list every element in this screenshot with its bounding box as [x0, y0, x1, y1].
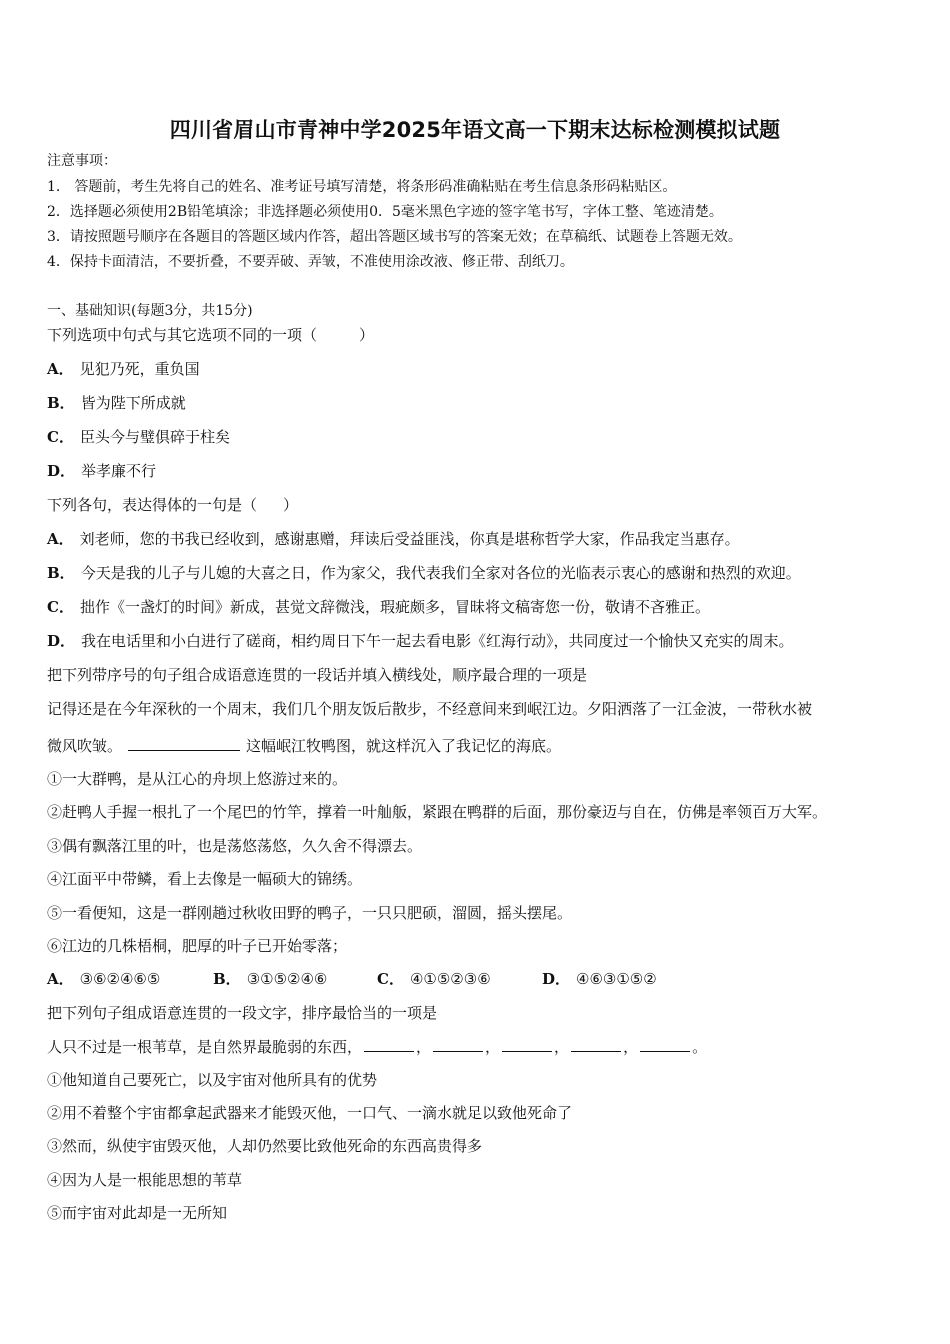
notice-heading: 注意事项： — [47, 153, 117, 169]
option-text: ③⑥②④⑥⑤ — [79, 970, 161, 988]
fill-blank — [128, 736, 240, 751]
q2-option — [47, 529, 740, 549]
option-text: ③①⑤②④⑥ — [246, 970, 328, 988]
q1-option — [47, 427, 230, 447]
q4-item: ④因为人是一根能思想的苇草 — [47, 1171, 243, 1189]
q3-item: ①一大群鸭，是从江心的舟坝上悠游过来的。 — [47, 770, 348, 788]
option-label: A． — [47, 970, 74, 988]
q2-option — [47, 597, 710, 617]
question-3-stem: 把下列带序号的句子组合成语意连贯的一段话并填入横线处，顺序最合理的一项是 — [47, 666, 588, 684]
option-label: B． — [47, 564, 75, 582]
q4-item: ①他知道自己要死亡，以及宇宙对他所具有的优势 — [47, 1071, 378, 1089]
option-text: 我在电话里和小白进行了磋商，相约周日下午一起去看电影《红海行动》，共同度过一个愉快又充实的周末。 — [81, 632, 794, 650]
q3-option — [377, 969, 491, 989]
q4-item: ⑤而宇宙对此却是一无所知 — [47, 1204, 228, 1222]
fill-blank — [640, 1037, 690, 1052]
separator: ， — [623, 1038, 639, 1056]
passage-text: 微风吹皱。 — [47, 737, 123, 755]
option-label: B． — [213, 970, 241, 988]
q3-item: ⑤一看便知，这是一群刚趟过秋收田野的鸭子，一只只肥硕，溜圆，摇头摆尾。 — [47, 904, 573, 922]
q3-item: ④江面平中带鳞，看上去像是一幅硕大的锦绣。 — [47, 870, 363, 888]
stem-text: 下列各句，表达得体的一句是（ — [47, 496, 258, 514]
q4-lead-line — [47, 1037, 707, 1057]
option-text: 臣头今与璧俱碎于柱矣 — [79, 428, 230, 446]
fill-blank — [502, 1037, 552, 1052]
q3-item: ⑥江边的几株梧桐，肥厚的叶子已开始零落； — [47, 937, 348, 955]
fill-blank — [364, 1037, 414, 1052]
page-title: 四川省眉山市青神中学2025年语文高一下期末达标检测模拟试题 — [169, 118, 781, 142]
option-text: 皆为陛下所成就 — [80, 394, 186, 412]
question-2-stem — [47, 495, 298, 515]
q2-option — [47, 563, 801, 583]
q3-passage-line: 记得还是在今年深秋的一个周末，我们几个朋友饭后散步，不经意间来到岷江边。夕阳洒落了一江金波，一带秋水被 — [47, 700, 813, 718]
option-label: C． — [47, 428, 74, 446]
option-label: C． — [377, 970, 404, 988]
q1-option — [47, 359, 200, 379]
option-label: C． — [47, 598, 74, 616]
option-text: 今天是我的儿子与儿媳的大喜之日，作为家父，我代表我们全家对各位的光临表示衷心的感谢和热烈的欢迎。 — [80, 564, 801, 582]
option-label: D． — [542, 970, 571, 988]
option-text: ④①⑤②③⑥ — [409, 970, 491, 988]
notice-item: 4．保持卡面清洁，不要折叠，不要弄破、弄皱，不准使用涂改液、修正带、刮纸刀。 — [47, 254, 574, 270]
notice-item: 3．请按照题号顺序在各题目的答题区域内作答，超出答题区域书写的答案无效；在草稿纸、试题卷上答题无效。 — [47, 229, 742, 245]
end-mark: 。 — [692, 1038, 708, 1056]
option-text: 刘老师，您的书我已经收到，感谢惠赠，拜读后受益匪浅，你真是堪称哲学大家，作品我定当惠存。 — [79, 530, 740, 548]
lead-text: 人只不过是一根苇草，是自然界最脆弱的东西， — [47, 1038, 363, 1056]
separator: ， — [416, 1038, 432, 1056]
stem-close: ） — [359, 326, 375, 344]
q3-option — [542, 969, 657, 989]
separator: ， — [485, 1038, 501, 1056]
option-label: D． — [47, 462, 76, 480]
fill-blank — [433, 1037, 483, 1052]
question-4-stem: 把下列句子组成语意连贯的一段文字，排序最恰当的一项是 — [47, 1004, 438, 1022]
q2-option — [47, 631, 794, 651]
q1-option — [47, 461, 156, 481]
q4-item: ③然而，纵使宇宙毁灭他，人却仍然要比致他死命的东西高贵得多 — [47, 1137, 483, 1155]
section-heading: 一、基础知识(每题3分，共15分) — [47, 303, 253, 319]
option-text: 举孝廉不行 — [81, 462, 157, 480]
option-label: D． — [47, 632, 76, 650]
option-label: A． — [47, 360, 74, 378]
stem-text: 下列选项中句式与其它选项不同的一项（ — [47, 326, 318, 344]
q4-item: ②用不着整个宇宙都拿起武器来才能毁灭他，一口气、一滴水就足以致他死命了 — [47, 1104, 573, 1122]
option-label: A． — [47, 530, 74, 548]
q3-item: ③偶有飘落江里的叶，也是荡悠荡悠，久久舍不得漂去。 — [47, 837, 423, 855]
separator: ， — [554, 1038, 570, 1056]
q1-option — [47, 393, 186, 413]
stem-close: ） — [283, 496, 299, 514]
notice-item: 1. 答题前，考生先将自己的姓名、准考证号填写清楚，将条形码准确粘贴在考生信息条形码粘贴区。 — [47, 179, 677, 195]
question-1-stem — [47, 325, 374, 345]
q3-option — [213, 969, 327, 989]
q3-item: ②赶鸭人手握一根扎了一个尾巴的竹竿，撑着一叶舢舨，紧跟在鸭群的后面，那份豪迈与自在，仿佛是率领百万大军。 — [47, 803, 828, 821]
option-text: 见犯乃死，重负国 — [79, 360, 200, 378]
passage-text: 这幅岷江牧鸭图，就这样沉入了我记忆的海底。 — [246, 737, 562, 755]
option-text: 拙作《一盏灯的时间》新成，甚觉文辞微浅，瑕疵颇多，冒昧将文稿寄您一份，敬请不吝雅正。 — [79, 598, 710, 616]
option-label: B． — [47, 394, 75, 412]
q3-option — [47, 969, 160, 989]
q3-passage-line — [47, 736, 561, 756]
notice-item: 2．选择题必须使用2B铅笔填涂；非选择题必须使用0．5毫米黑色字迹的签字笔书写，字体工整、笔迹清楚。 — [47, 204, 723, 220]
fill-blank — [571, 1037, 621, 1052]
option-text: ④⑥③①⑤② — [576, 970, 657, 988]
